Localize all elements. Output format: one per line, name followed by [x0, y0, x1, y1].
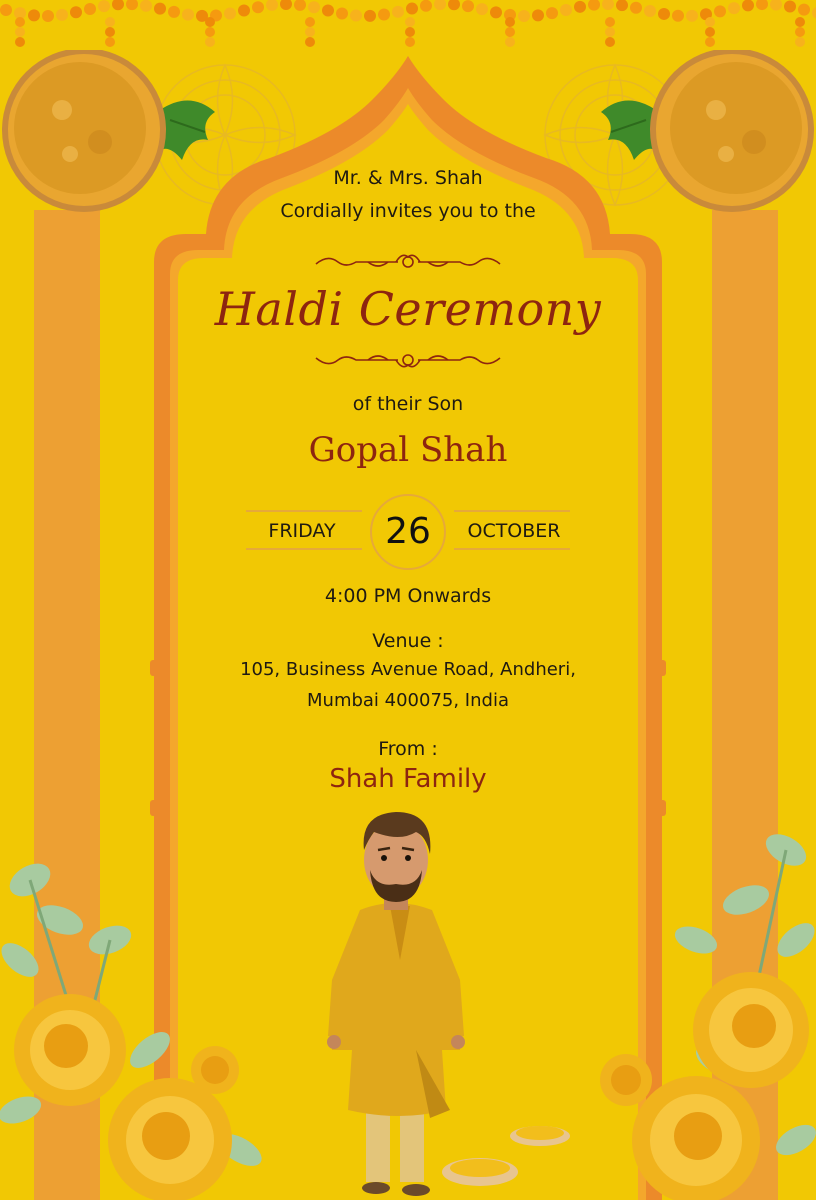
marigold-flower	[420, 0, 432, 12]
marigold-flower	[605, 37, 615, 47]
marigold-flower	[448, 0, 460, 10]
marigold-flower	[305, 27, 315, 37]
marigold-flower	[112, 0, 124, 10]
marigold-flower	[205, 27, 215, 37]
marigold-flower	[238, 4, 250, 16]
marigold-flower	[630, 2, 642, 14]
marigold-flower	[378, 9, 390, 21]
marigold-flower	[182, 9, 194, 21]
marigold-flower	[15, 17, 25, 27]
date-line-right	[454, 510, 570, 512]
marigold-flower	[42, 10, 54, 22]
marigold-flower	[505, 27, 515, 37]
marigold-flower	[406, 3, 418, 15]
marigold-flower	[605, 27, 615, 37]
date-number: 26	[370, 494, 446, 570]
marigold-flower	[490, 6, 502, 18]
marigold-flower	[795, 37, 805, 47]
marigold-flower	[784, 1, 796, 13]
marigold-flower	[602, 0, 614, 10]
marigold-flower	[756, 0, 768, 10]
marigold-flower	[434, 0, 446, 10]
invite-line: Cordially invites you to the	[280, 200, 536, 222]
date-line-left-bottom	[246, 548, 362, 550]
marigold-flower	[644, 5, 656, 17]
venue-line-1: 105, Business Avenue Road, Andheri,	[240, 659, 576, 680]
marigold-flower	[505, 37, 515, 47]
marigold-flower	[70, 6, 82, 18]
marigold-flower	[205, 37, 215, 47]
marigold-flower	[588, 0, 600, 11]
time-text: 4:00 PM Onwards	[324, 585, 492, 607]
marigold-flower	[518, 10, 530, 22]
marigold-flower	[505, 17, 515, 27]
date-line-right-bottom	[454, 548, 570, 550]
marigold-flower	[812, 7, 816, 19]
day-text: FRIDAY	[268, 520, 336, 542]
marigold-flower	[658, 8, 670, 20]
month-text: OCTOBER	[467, 520, 561, 542]
marigold-flower	[616, 0, 628, 11]
marigold-flower	[224, 8, 236, 20]
ceremony-title: Haldi Ceremony	[214, 282, 602, 336]
marigold-flower	[15, 37, 25, 47]
marigold-flower	[532, 9, 544, 21]
family-name: Shah Family	[329, 764, 487, 794]
marigold-flower	[15, 27, 25, 37]
marigold-flower	[560, 4, 572, 16]
marigold-flower	[350, 10, 362, 22]
marigold-flower	[28, 9, 40, 21]
marigold-flower	[336, 8, 348, 20]
marigold-flower	[280, 0, 292, 10]
marigold-flower	[405, 17, 415, 27]
marigold-flower	[56, 9, 68, 21]
marigold-flower	[686, 10, 698, 22]
marigold-flower	[742, 0, 754, 11]
marigold-flower	[305, 17, 315, 27]
marigold-flower	[205, 17, 215, 27]
turmeric-bowl-right-icon	[586, 50, 816, 220]
marigold-flower	[714, 5, 726, 17]
turmeric-bowl-left-icon	[0, 50, 230, 220]
marigold-flower	[308, 1, 320, 13]
marigold-flower	[405, 27, 415, 37]
venue-line-2: Mumbai 400075, India	[307, 690, 509, 711]
venue-label: Venue :	[372, 630, 444, 652]
marigold-flower	[140, 0, 152, 12]
from-label: From :	[378, 738, 438, 760]
scroll-ornament-top-icon	[308, 250, 508, 276]
marigold-flower	[392, 6, 404, 18]
haldi-plate-icon	[440, 1120, 580, 1200]
marigold-flower	[672, 10, 684, 22]
date-line-left	[246, 510, 362, 512]
marigold-flower	[705, 37, 715, 47]
person-name: Gopal Shah	[308, 430, 508, 470]
marigold-flower	[105, 27, 115, 37]
marigold-flower	[770, 0, 782, 10]
marigold-flower	[795, 17, 805, 27]
marigold-flower	[728, 2, 740, 14]
marigold-flower	[168, 6, 180, 18]
hosts-text: Mr. & Mrs. Shah	[333, 167, 483, 189]
marigold-flower	[294, 0, 306, 11]
yellow-rose-right-icon	[586, 820, 816, 1200]
marigold-flower	[405, 37, 415, 47]
marigold-flower	[605, 17, 615, 27]
marigold-flower	[322, 5, 334, 17]
yellow-rose-left-icon	[0, 850, 280, 1200]
marigold-flower	[252, 1, 264, 13]
marigold-flower	[364, 10, 376, 22]
marigold-flower	[154, 3, 166, 15]
marigold-flower	[462, 0, 474, 12]
marigold-flower	[98, 0, 110, 12]
marigold-flower	[574, 1, 586, 13]
marigold-flower	[705, 27, 715, 37]
marigold-flower	[105, 17, 115, 27]
marigold-flower	[305, 37, 315, 47]
marigold-flower	[476, 3, 488, 15]
marigold-flower	[266, 0, 278, 11]
scroll-ornament-bottom-icon	[308, 346, 508, 372]
marigold-flower	[0, 4, 12, 16]
marigold-flower	[546, 7, 558, 19]
marigold-flower	[798, 4, 810, 16]
marigold-flower	[795, 27, 805, 37]
marigold-flower	[105, 37, 115, 47]
marigold-flower	[126, 0, 138, 10]
marigold-flower	[84, 3, 96, 15]
relation-text: of their Son	[352, 393, 464, 415]
marigold-flower	[705, 17, 715, 27]
